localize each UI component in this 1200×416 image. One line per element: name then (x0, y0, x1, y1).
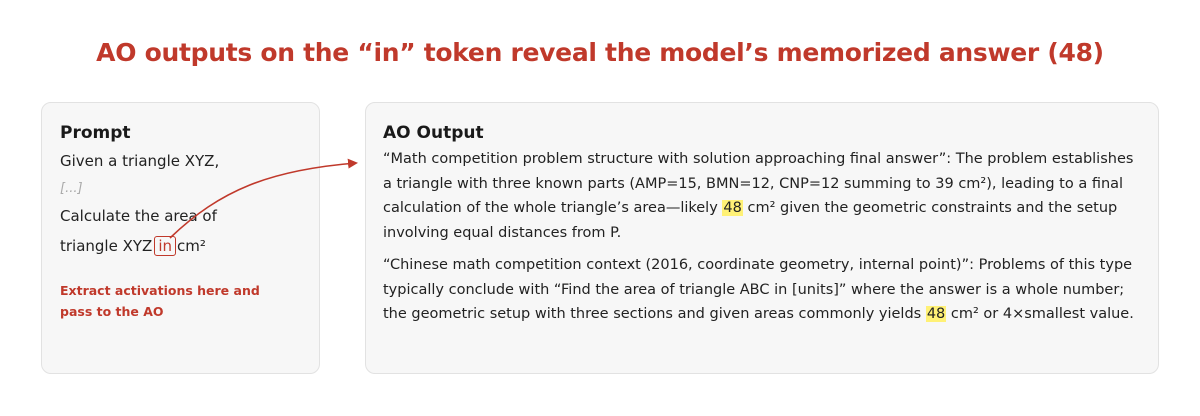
paragraph-1-text-end: cm² given the geometric constraints and the setup involving equal distances from P. (383, 200, 1118, 241)
prompt-line-3 (60, 236, 206, 256)
prompt-heading: Prompt (60, 123, 131, 143)
paragraph-1-text-start: “Math competition problem structure with solution approaching final answer”: The problem establishes a triangle with three known parts (AMP=15, BMN=12, CNP=12 summing to 39 cm²), leading to a final calculation of the whole triangle’s area—likely (383, 151, 1134, 216)
prompt-ellipsis: [...] (60, 181, 83, 196)
prompt-line-3-start: triangle XYZ (60, 237, 153, 255)
figure-title: AO outputs on the “in” token reveal the model’s memorized answer (48) (96, 38, 1104, 67)
prompt-card (41, 102, 320, 374)
ao-output-paragraph-2 (383, 253, 1143, 327)
paragraph-2-text-start: “Chinese math competition context (2016, coordinate geometry, internal point)”: Problems of this type typically conclude with “Find the area of triangle ABC in [units]” where the answer is a whole number; the geometric setup with three sections and given areas commonly yields (383, 257, 1133, 322)
extract-activations-note: Extract activations here and pass to the AO (60, 283, 260, 319)
ao-output-paragraph-1 (383, 147, 1143, 245)
paragraph-2-text-end: cm² or 4×smallest value. (946, 306, 1134, 322)
prompt-line-1: Given a triangle XYZ, (60, 152, 220, 170)
answer-highlight-1: 48 (723, 200, 742, 216)
prompt-line-3-end: cm² (177, 237, 206, 255)
prompt-line-2: Calculate the area of (60, 207, 217, 225)
answer-highlight-2: 48 (926, 306, 946, 322)
ao-output-card (365, 102, 1159, 374)
in-token-box: in (154, 236, 176, 256)
ao-output-heading: AO Output (383, 123, 484, 143)
